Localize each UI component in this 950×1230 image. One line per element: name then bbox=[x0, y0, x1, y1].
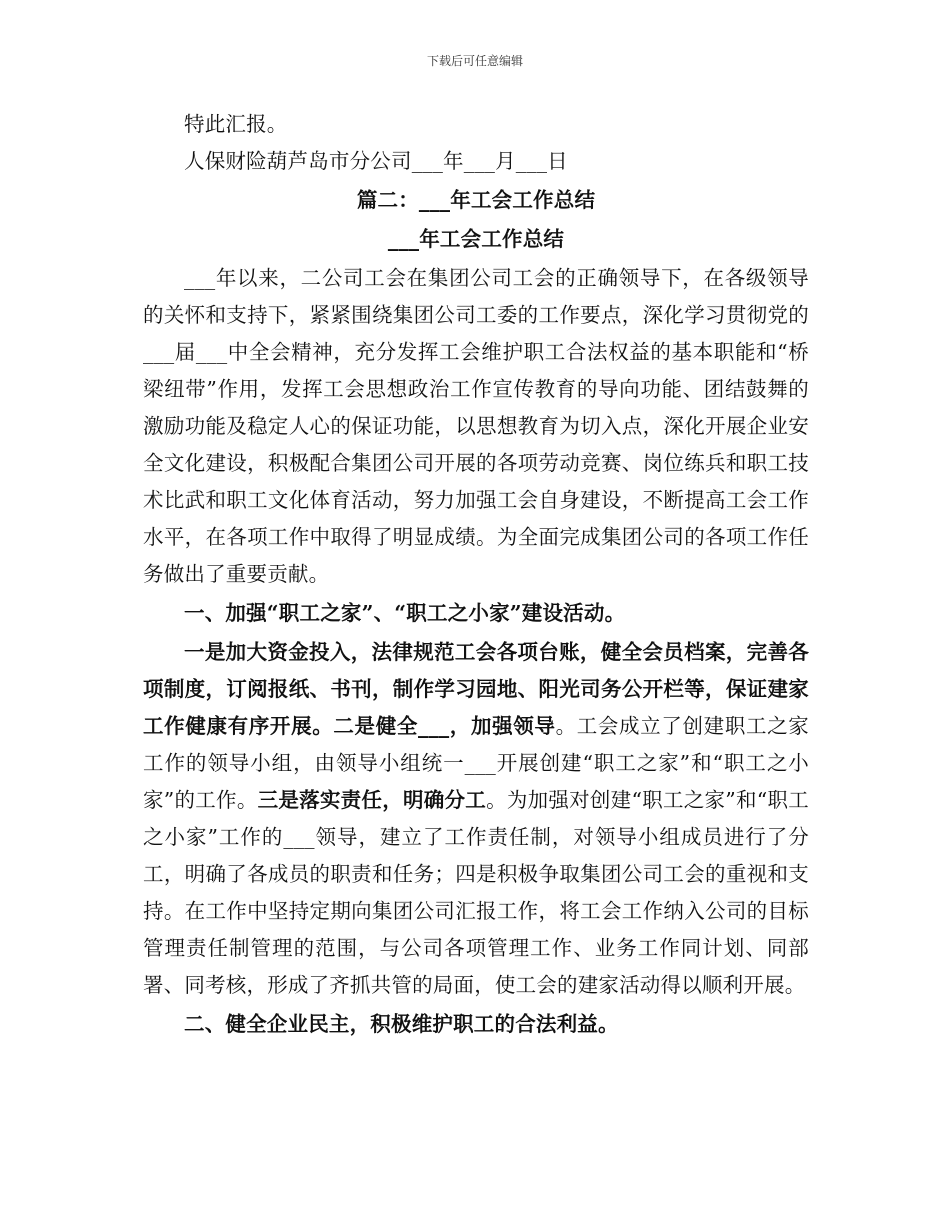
bold-phrase-1: 一是加大资金投入，法律规范工会各项台账，健全会员档案，完善各项制度，订阅报纸、书刊，制作学习园地、阳光司务公开栏等，保证建家工作健康有序开展。 bbox=[143, 640, 809, 738]
bold-phrase-2: 二是健全___，加强领导 bbox=[333, 714, 556, 738]
section-heading-2: 二、健全企业民主，积极维护职工的合法利益。 bbox=[184, 1012, 619, 1036]
section-heading-1: 一、加强“职工之家”、“职工之小家”建设活动。 bbox=[184, 601, 626, 625]
closing-signature: 人保财险葫芦岛市分公司___年___月___日 bbox=[184, 149, 568, 173]
intro-paragraph: ___年以来，二公司工会在集团公司工会的正确领导下，在各级领导的关怀和支持下，紧紧围绕集团公司工委的工作要点，深化学习贯彻党的___届___中全会精神，充分发挥工会维护职工合法权益的基本职能和“桥梁纽带”作用，发挥工会思想政治工作宣传教育的导向功能、团结鼓舞的激励功能及稳定人心的保证功能，以思想教育为切入点，深化开展企业安全文化建设，积极配合集团公司开展的各项劳动竞赛、岗位练兵和职工技术比武和职工文化体育活动，努力加强工会自身建设，不断提高工会工作水平，在各项工作中取得了明显成绩。为全面完成集团公司的各项工作任务做出了重要贡献。 bbox=[143, 266, 809, 586]
document-body bbox=[143, 106, 809, 1045]
bold-phrase-3: 三是落实责任，明确分工 bbox=[257, 788, 487, 812]
text-phrase-2: 。工会成立了创建职工之家工作的领导小组，由领导小组统一___开展创建“职工之家”和“职工之小家”的工作。 bbox=[143, 714, 809, 812]
closing-line: 特此汇报。 bbox=[184, 112, 288, 136]
document-title: ___年工会工作总结 bbox=[387, 227, 565, 251]
section-1-paragraph bbox=[143, 634, 809, 1004]
chapter-title: 篇二：___年工会工作总结 bbox=[356, 188, 596, 212]
text-phrase-3: 。为加强对创建“职工之家”和“职工之小家”工作的___领导，建立了工作责任制，对领导小组成员进行了分工，明确了各成员的职责和任务；四是积极争取集团公司工会的重视和支持。在工作中坚持定期向集团公司汇报工作，将工会工作纳入公司的目标管理责任制管理的范围，与公司各项管理工作、业务工作同计划、同部署、同考核，形成了齐抓共管的局面，使工会的建家活动得以顺利开展。 bbox=[143, 788, 810, 997]
page-header-note: 下载后可任意编辑 bbox=[426, 54, 523, 68]
